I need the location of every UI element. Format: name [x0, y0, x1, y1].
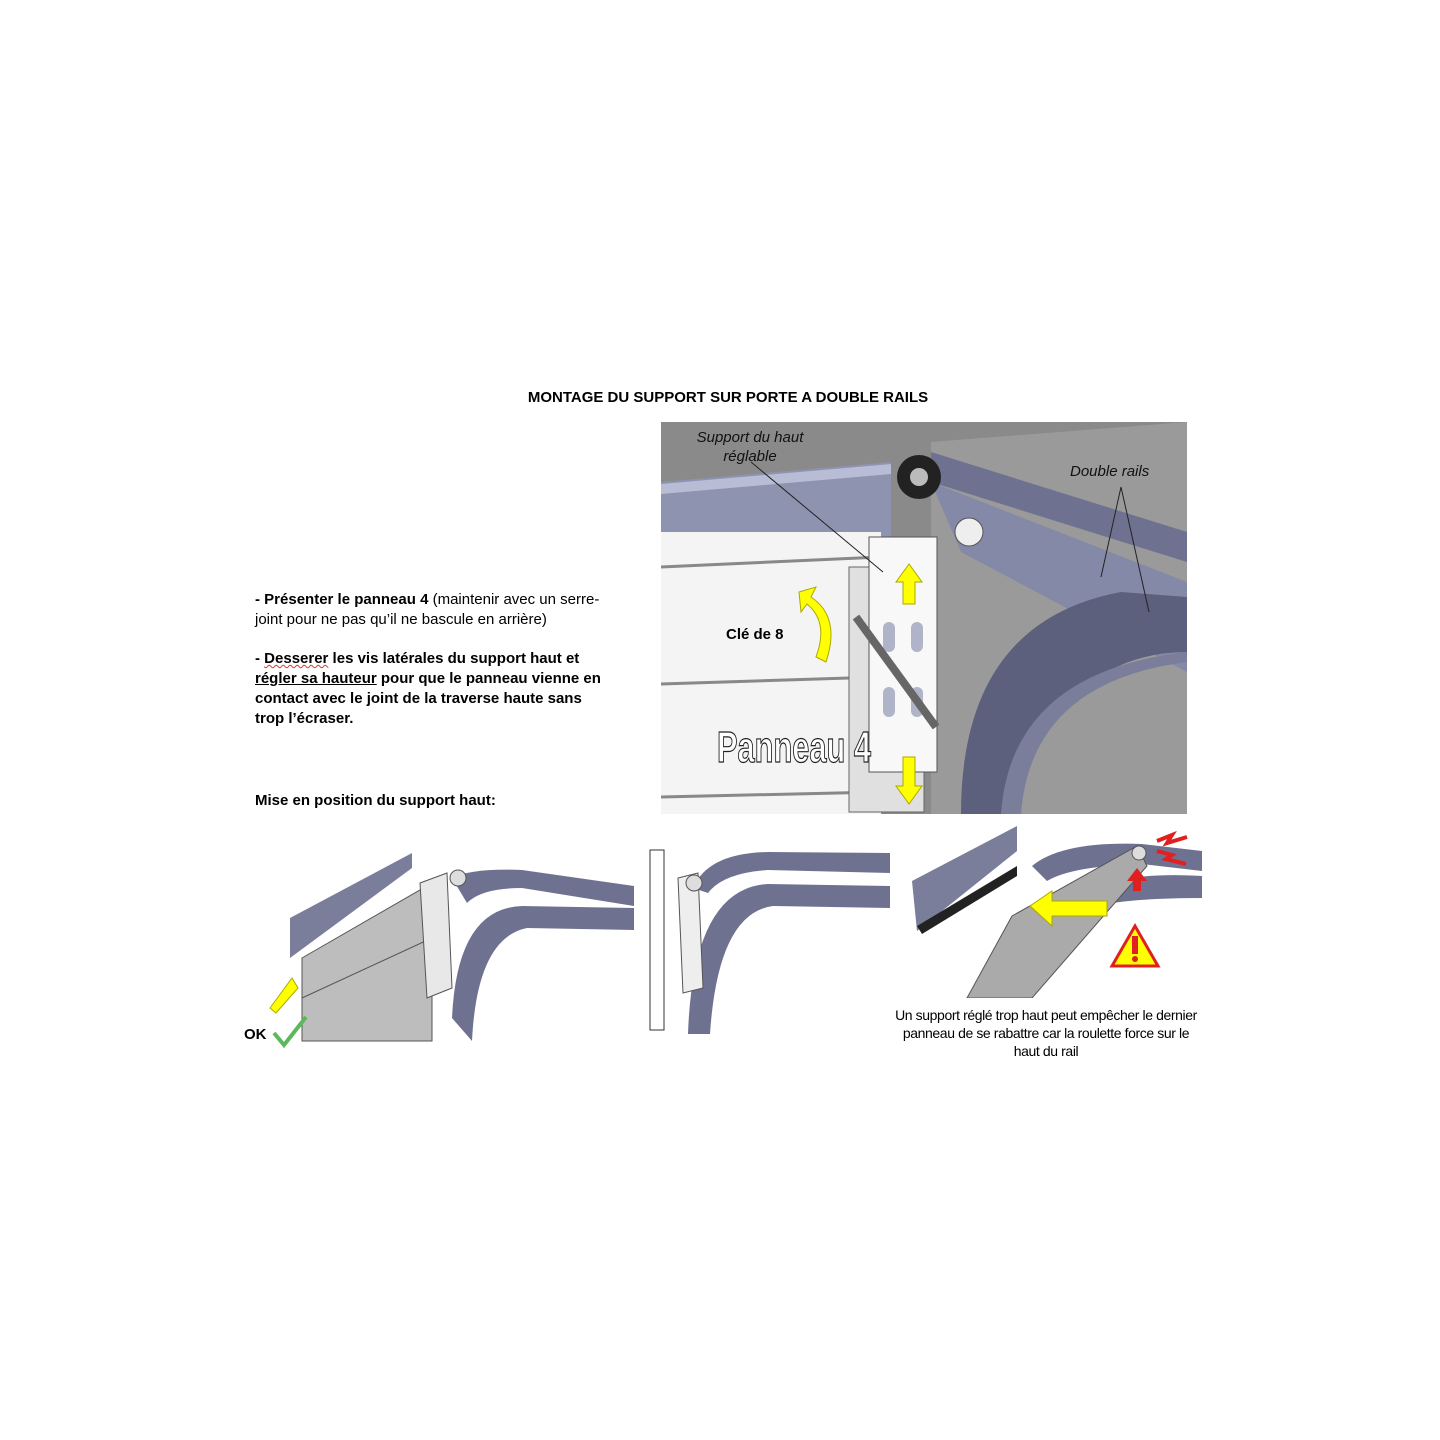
warning-caption: Un support réglé trop haut peut empêcher le dernier panneau de se rabattre car la roulette force sur le haut du rail — [895, 1007, 1197, 1059]
page-title: MONTAGE DU SUPPORT SUR PORTE A DOUBLE RAILS — [527, 389, 929, 406]
ok-label: OK — [244, 1026, 267, 1043]
step-1-bold: Présenter le panneau 4 — [264, 591, 429, 608]
label-key: Clé de 8 — [726, 626, 784, 643]
dash: - — [255, 650, 265, 667]
step-2 — [255, 649, 615, 729]
panel-text: Panneau 4 — [717, 723, 872, 773]
step-2-underlined: régler sa hauteur — [255, 670, 377, 687]
label-rails: Double rails — [1070, 463, 1150, 480]
figure-ok-position — [262, 848, 634, 1048]
figure-side-view — [648, 848, 890, 1034]
instructions — [255, 590, 615, 748]
step-1-text: (maintenir avec un serre-joint pour ne pas qu’il ne bascule en arrière) — [255, 591, 600, 628]
step-2-text: les vis latérales du support haut et — [328, 650, 580, 667]
dash: - — [255, 591, 265, 608]
step-2-rest: pour que le panneau vienne en contact avec le joint de la traverse haute sans trop l’écraser. — [255, 670, 601, 727]
label-support: Support du haut réglable — [696, 429, 804, 465]
main-illustration — [661, 422, 1187, 814]
step-2-word: Desserer — [264, 650, 329, 667]
step-1 — [255, 590, 615, 630]
section-heading: Mise en position du support haut: — [255, 792, 496, 809]
figure-warning — [912, 826, 1202, 998]
